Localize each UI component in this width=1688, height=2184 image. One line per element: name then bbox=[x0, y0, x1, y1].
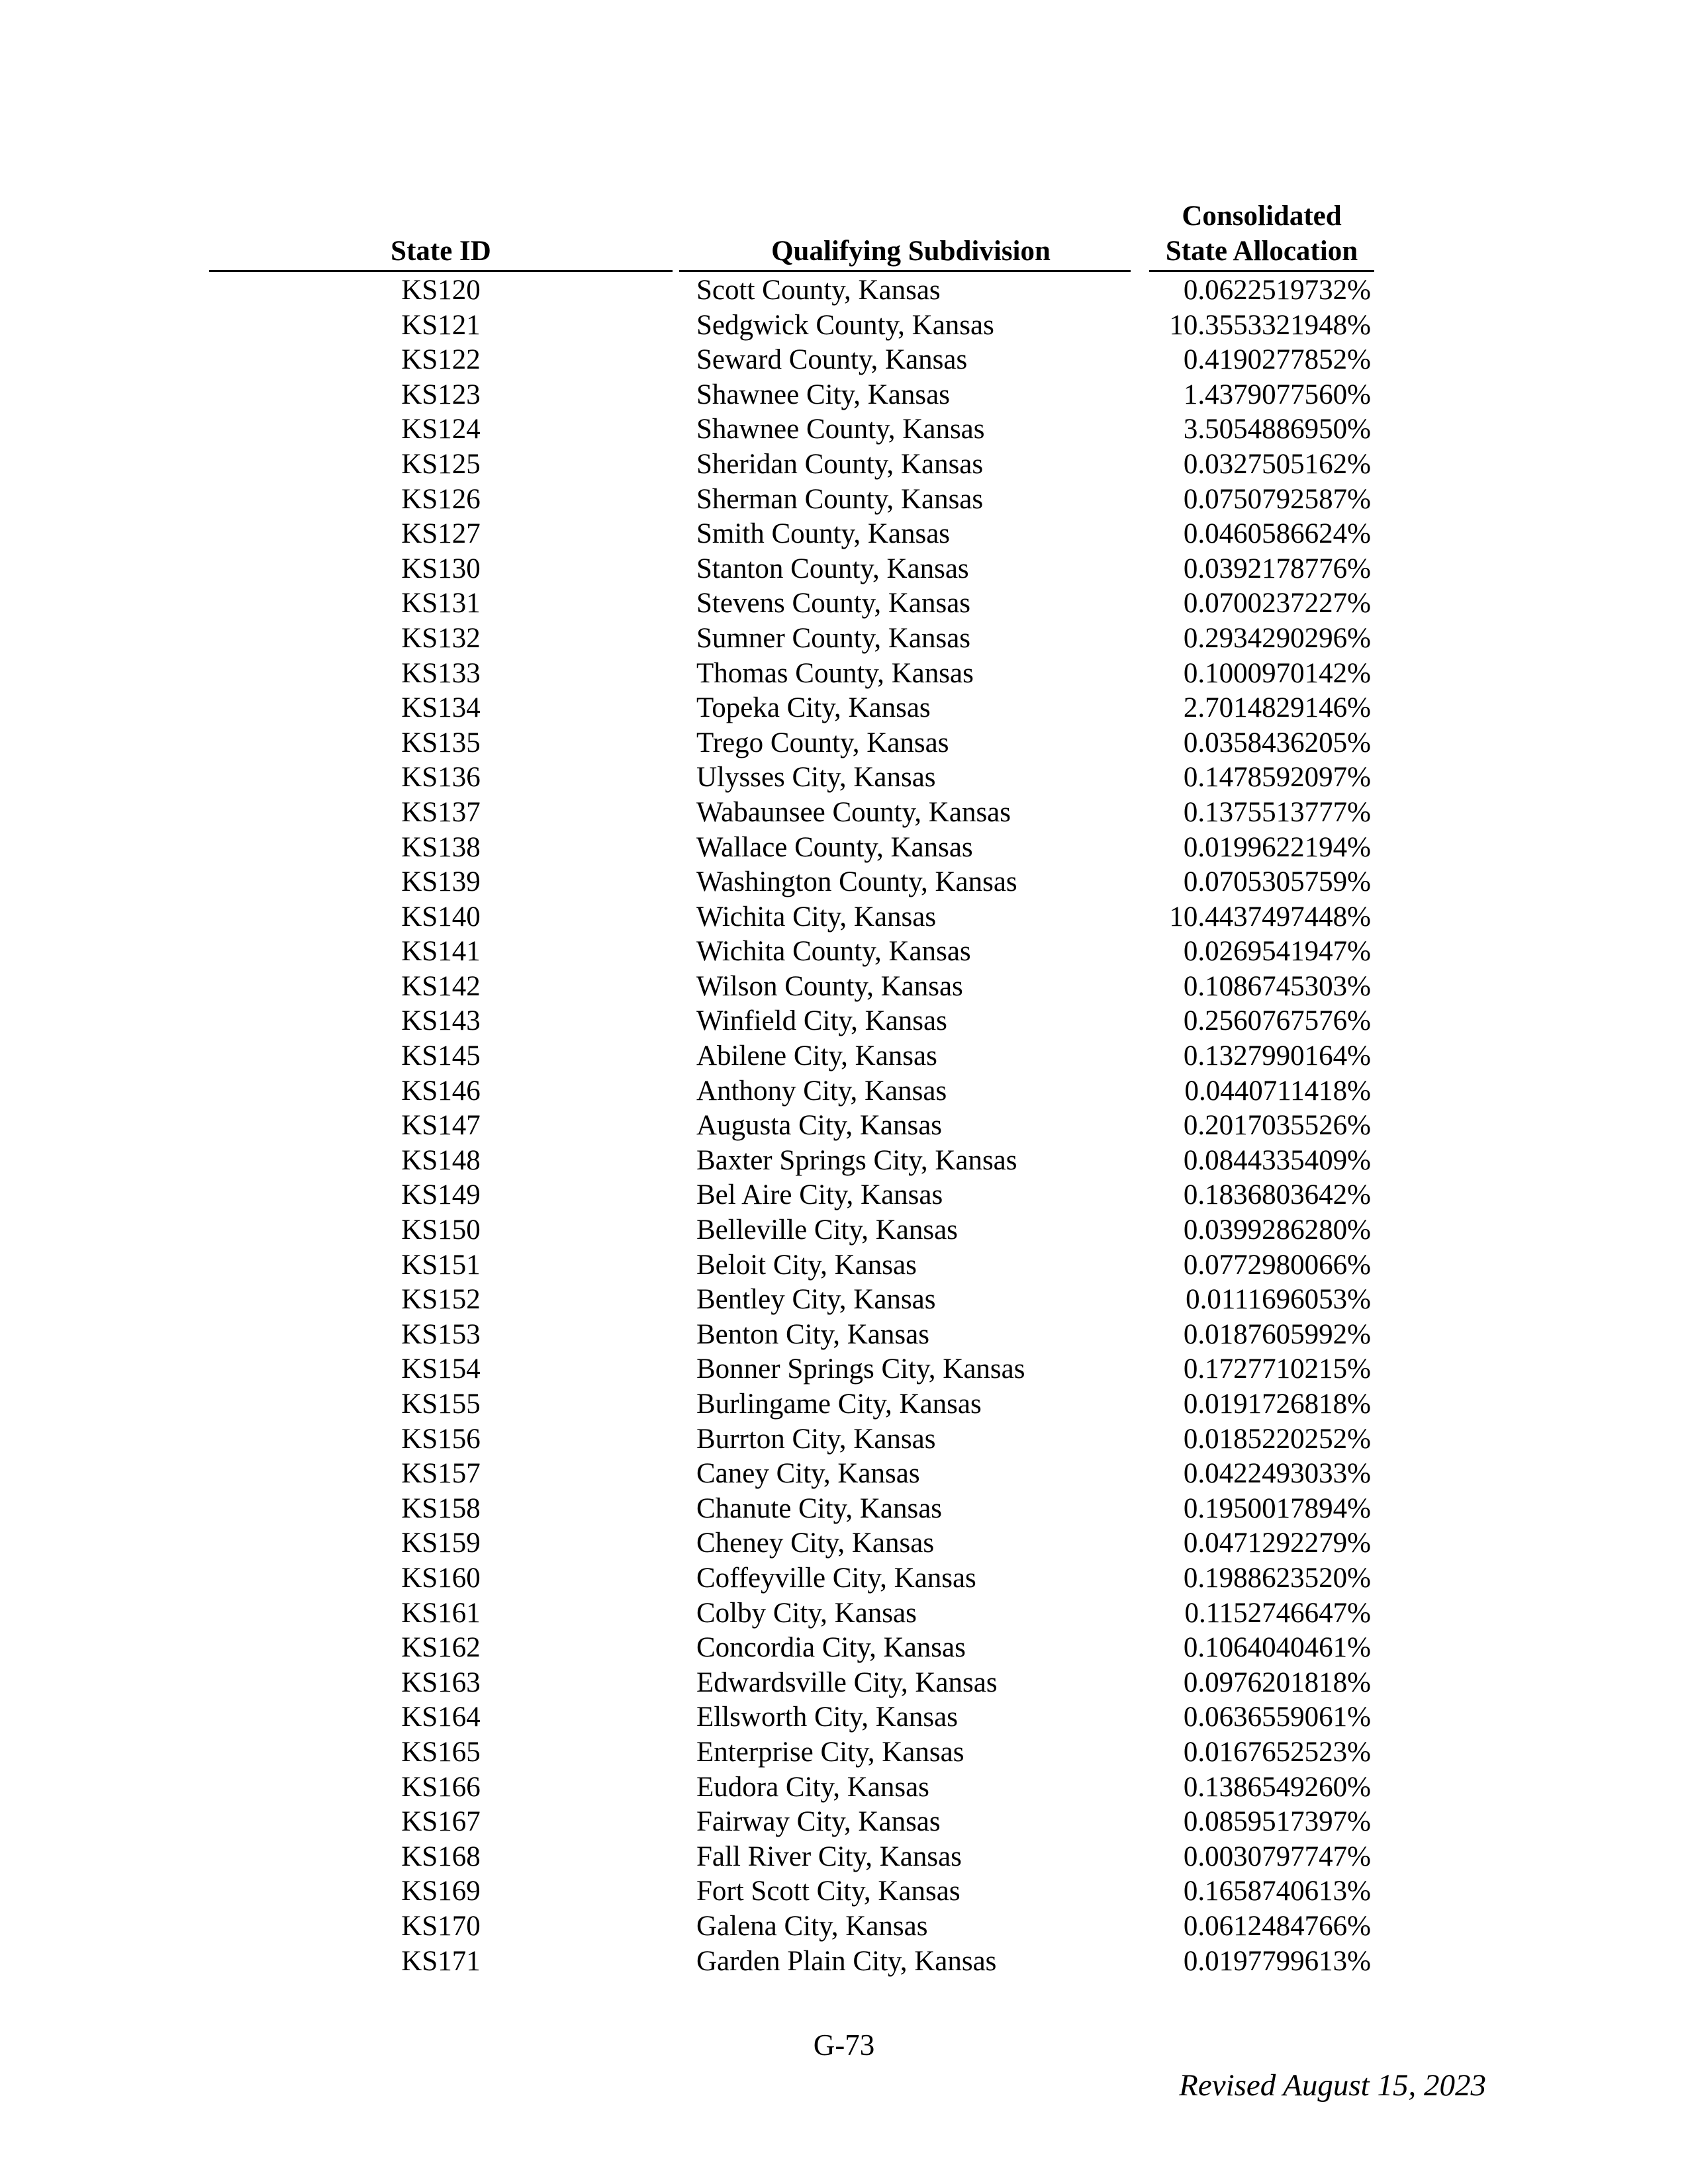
state-id-cell: KS143 bbox=[401, 1005, 481, 1037]
table-row bbox=[0, 1909, 1688, 1944]
allocation-cell: 0.4190277852% bbox=[1183, 344, 1371, 376]
subdivision-cell: Sumner County, Kansas bbox=[696, 622, 971, 654]
allocation-cell: 0.1086745303% bbox=[1183, 970, 1371, 1002]
state-id-cell: KS131 bbox=[401, 588, 481, 619]
header-rule-state-id bbox=[209, 270, 673, 272]
subdivision-cell: Burrton City, Kansas bbox=[696, 1423, 936, 1455]
allocation-cell: 0.0399286280% bbox=[1183, 1214, 1371, 1246]
allocation-cell: 0.0471292279% bbox=[1183, 1527, 1371, 1559]
state-id-cell: KS122 bbox=[401, 344, 481, 376]
allocation-table-body bbox=[0, 273, 1688, 1979]
subdivision-cell: Shawnee City, Kansas bbox=[696, 379, 950, 410]
subdivision-cell: Sedgwick County, Kansas bbox=[696, 309, 994, 341]
subdivision-cell: Beloit City, Kansas bbox=[696, 1249, 917, 1281]
table-row bbox=[0, 1178, 1688, 1213]
allocation-cell: 0.2017035526% bbox=[1183, 1110, 1371, 1142]
allocation-cell: 0.1375513777% bbox=[1183, 796, 1371, 828]
allocation-cell: 0.1064040461% bbox=[1183, 1632, 1371, 1664]
state-id-cell: KS168 bbox=[401, 1841, 481, 1872]
subdivision-cell: Augusta City, Kansas bbox=[696, 1110, 943, 1142]
table-row bbox=[0, 1144, 1688, 1179]
allocation-cell: 0.1950017894% bbox=[1183, 1492, 1371, 1524]
subdivision-cell: Concordia City, Kansas bbox=[696, 1632, 966, 1664]
allocation-cell: 0.1478592097% bbox=[1183, 762, 1371, 794]
state-id-cell: KS151 bbox=[401, 1249, 481, 1281]
table-row bbox=[0, 1805, 1688, 1840]
table-row bbox=[0, 517, 1688, 552]
table-row bbox=[0, 1283, 1688, 1318]
state-id-cell: KS127 bbox=[401, 518, 481, 550]
subdivision-cell: Scott County, Kansas bbox=[696, 275, 941, 306]
allocation-cell: 0.0460586624% bbox=[1183, 518, 1371, 550]
allocation-cell: 0.1327990164% bbox=[1183, 1040, 1371, 1072]
subdivision-cell: Seward County, Kansas bbox=[696, 344, 968, 376]
header-qualifying-subdivision: Qualifying Subdivision bbox=[771, 236, 1051, 267]
state-id-cell: KS165 bbox=[401, 1736, 481, 1768]
revision-date: Revised August 15, 2023 bbox=[1179, 2068, 1486, 2103]
allocation-cell: 0.0167652523% bbox=[1183, 1736, 1371, 1768]
state-id-cell: KS160 bbox=[401, 1562, 481, 1594]
subdivision-cell: Bentley City, Kansas bbox=[696, 1284, 936, 1316]
table-row bbox=[0, 586, 1688, 621]
allocation-cell: 0.1386549260% bbox=[1183, 1771, 1371, 1803]
table-row bbox=[0, 691, 1688, 726]
allocation-cell: 0.0750792587% bbox=[1183, 483, 1371, 515]
subdivision-cell: Stanton County, Kansas bbox=[696, 553, 969, 584]
table-row bbox=[0, 1631, 1688, 1666]
subdivision-cell: Coffeyville City, Kansas bbox=[696, 1562, 976, 1594]
allocation-cell: 0.0191726818% bbox=[1183, 1388, 1371, 1420]
state-id-cell: KS163 bbox=[401, 1666, 481, 1698]
allocation-cell: 0.2934290296% bbox=[1183, 622, 1371, 654]
table-row bbox=[0, 447, 1688, 482]
allocation-cell: 0.0392178776% bbox=[1183, 553, 1371, 584]
allocation-cell: 0.1658740613% bbox=[1183, 1876, 1371, 1907]
subdivision-cell: Belleville City, Kansas bbox=[696, 1214, 958, 1246]
subdivision-cell: Bonner Springs City, Kansas bbox=[696, 1353, 1025, 1385]
allocation-cell: 0.0976201818% bbox=[1183, 1666, 1371, 1698]
header-rule-subdivision bbox=[679, 270, 1131, 272]
state-id-cell: KS159 bbox=[401, 1527, 481, 1559]
state-id-cell: KS152 bbox=[401, 1284, 481, 1316]
table-row bbox=[0, 1561, 1688, 1596]
table-row bbox=[0, 726, 1688, 761]
state-id-cell: KS150 bbox=[401, 1214, 481, 1246]
allocation-cell: 0.0269541947% bbox=[1183, 936, 1371, 968]
allocation-cell: 0.1152746647% bbox=[1184, 1597, 1371, 1629]
state-id-cell: KS169 bbox=[401, 1876, 481, 1907]
table-row bbox=[0, 1492, 1688, 1527]
subdivision-cell: Trego County, Kansas bbox=[696, 727, 949, 758]
header-allocation-line2: State Allocation bbox=[1165, 236, 1358, 267]
table-row bbox=[0, 1422, 1688, 1457]
table-row bbox=[0, 831, 1688, 866]
table-row bbox=[0, 1387, 1688, 1422]
allocation-cell: 0.1836803642% bbox=[1183, 1179, 1371, 1211]
table-row bbox=[0, 970, 1688, 1005]
table-row bbox=[0, 1526, 1688, 1561]
subdivision-cell: Shawnee County, Kansas bbox=[696, 414, 985, 445]
subdivision-cell: Baxter Springs City, Kansas bbox=[696, 1144, 1017, 1176]
page-number: G-73 bbox=[813, 2028, 875, 2062]
table-row bbox=[0, 865, 1688, 900]
subdivision-cell: Cheney City, Kansas bbox=[696, 1527, 935, 1559]
state-id-cell: KS153 bbox=[401, 1318, 481, 1350]
state-id-cell: KS130 bbox=[401, 553, 481, 584]
table-row bbox=[0, 343, 1688, 378]
subdivision-cell: Ulysses City, Kansas bbox=[696, 762, 936, 794]
state-id-cell: KS139 bbox=[401, 866, 481, 898]
table-row bbox=[0, 1109, 1688, 1144]
state-id-cell: KS132 bbox=[401, 622, 481, 654]
table-row bbox=[0, 1735, 1688, 1770]
table-row bbox=[0, 1596, 1688, 1631]
allocation-cell: 0.0844335409% bbox=[1183, 1144, 1371, 1176]
subdivision-cell: Caney City, Kansas bbox=[696, 1458, 920, 1490]
table-row bbox=[0, 900, 1688, 935]
allocation-cell: 0.0111696053% bbox=[1186, 1284, 1371, 1316]
state-id-cell: KS154 bbox=[401, 1353, 481, 1385]
state-id-cell: KS136 bbox=[401, 762, 481, 794]
state-id-cell: KS123 bbox=[401, 379, 481, 410]
subdivision-cell: Wilson County, Kansas bbox=[696, 970, 963, 1002]
state-id-cell: KS164 bbox=[401, 1702, 481, 1733]
subdivision-cell: Stevens County, Kansas bbox=[696, 588, 971, 619]
table-row bbox=[0, 412, 1688, 447]
table-row bbox=[0, 760, 1688, 796]
subdivision-cell: Thomas County, Kansas bbox=[696, 657, 974, 689]
state-id-cell: KS121 bbox=[401, 309, 481, 341]
allocation-cell: 0.0327505162% bbox=[1183, 448, 1371, 480]
state-id-cell: KS142 bbox=[401, 970, 481, 1002]
state-id-cell: KS125 bbox=[401, 448, 481, 480]
table-row bbox=[0, 1840, 1688, 1875]
allocation-cell: 3.5054886950% bbox=[1183, 414, 1371, 445]
subdivision-cell: Burlingame City, Kansas bbox=[696, 1388, 982, 1420]
allocation-cell: 0.0772980066% bbox=[1183, 1249, 1371, 1281]
table-row bbox=[0, 1944, 1688, 1979]
subdivision-cell: Garden Plain City, Kansas bbox=[696, 1945, 997, 1977]
table-row bbox=[0, 621, 1688, 657]
subdivision-cell: Wabaunsee County, Kansas bbox=[696, 796, 1011, 828]
allocation-cell: 0.0422493033% bbox=[1183, 1458, 1371, 1490]
subdivision-cell: Anthony City, Kansas bbox=[696, 1075, 947, 1107]
allocation-cell: 0.0187605992% bbox=[1183, 1318, 1371, 1350]
subdivision-cell: Washington County, Kansas bbox=[696, 866, 1017, 898]
state-id-cell: KS140 bbox=[401, 901, 481, 933]
subdivision-cell: Smith County, Kansas bbox=[696, 518, 951, 550]
allocation-cell: 0.2560767576% bbox=[1183, 1005, 1371, 1037]
header-allocation-line1: Consolidated bbox=[1182, 201, 1342, 232]
allocation-cell: 0.0636559061% bbox=[1183, 1702, 1371, 1733]
state-id-cell: KS149 bbox=[401, 1179, 481, 1211]
allocation-cell: 0.0440711418% bbox=[1184, 1075, 1371, 1107]
state-id-cell: KS166 bbox=[401, 1771, 481, 1803]
state-id-cell: KS171 bbox=[401, 1945, 481, 1977]
state-id-cell: KS167 bbox=[401, 1806, 481, 1838]
state-id-cell: KS148 bbox=[401, 1144, 481, 1176]
table-row bbox=[0, 482, 1688, 518]
table-row bbox=[0, 1457, 1688, 1492]
subdivision-cell: Fall River City, Kansas bbox=[696, 1841, 962, 1872]
allocation-cell: 0.0358436205% bbox=[1183, 727, 1371, 758]
subdivision-cell: Colby City, Kansas bbox=[696, 1597, 917, 1629]
allocation-cell: 0.0705305759% bbox=[1183, 866, 1371, 898]
subdivision-cell: Chanute City, Kansas bbox=[696, 1492, 943, 1524]
state-id-cell: KS162 bbox=[401, 1632, 481, 1664]
allocation-cell: 10.4437497448% bbox=[1169, 901, 1371, 933]
table-row bbox=[0, 1666, 1688, 1701]
state-id-cell: KS134 bbox=[401, 692, 481, 724]
table-row bbox=[0, 1318, 1688, 1353]
table-row bbox=[0, 1074, 1688, 1109]
table-row bbox=[0, 1248, 1688, 1283]
allocation-cell: 0.0700237227% bbox=[1183, 588, 1371, 619]
state-id-cell: KS157 bbox=[401, 1458, 481, 1490]
state-id-cell: KS161 bbox=[401, 1597, 481, 1629]
allocation-cell: 1.4379077560% bbox=[1183, 379, 1371, 410]
header-rule-allocation bbox=[1149, 270, 1374, 272]
header-state-id: State ID bbox=[391, 236, 491, 267]
table-row bbox=[0, 552, 1688, 587]
state-id-cell: KS133 bbox=[401, 657, 481, 689]
table-row bbox=[0, 378, 1688, 413]
header-consolidated-state-allocation bbox=[1149, 199, 1374, 269]
subdivision-cell: Wallace County, Kansas bbox=[696, 831, 973, 863]
state-id-cell: KS135 bbox=[401, 727, 481, 758]
table-row bbox=[0, 796, 1688, 831]
subdivision-cell: Wichita County, Kansas bbox=[696, 936, 971, 968]
state-id-cell: KS158 bbox=[401, 1492, 481, 1524]
table-row bbox=[0, 1352, 1688, 1387]
state-id-cell: KS138 bbox=[401, 831, 481, 863]
subdivision-cell: Abilene City, Kansas bbox=[696, 1040, 937, 1072]
table-row bbox=[0, 1039, 1688, 1074]
table-row bbox=[0, 273, 1688, 308]
subdivision-cell: Enterprise City, Kansas bbox=[696, 1736, 964, 1768]
table-row bbox=[0, 1874, 1688, 1909]
state-id-cell: KS137 bbox=[401, 796, 481, 828]
allocation-cell: 0.0622519732% bbox=[1183, 275, 1371, 306]
subdivision-cell: Fort Scott City, Kansas bbox=[696, 1876, 961, 1907]
allocation-cell: 0.0612484766% bbox=[1183, 1910, 1371, 1942]
table-row bbox=[0, 934, 1688, 970]
state-id-cell: KS170 bbox=[401, 1910, 481, 1942]
allocation-cell: 0.0199622194% bbox=[1183, 831, 1371, 863]
table-row bbox=[0, 1213, 1688, 1248]
subdivision-cell: Benton City, Kansas bbox=[696, 1318, 929, 1350]
state-id-cell: KS156 bbox=[401, 1423, 481, 1455]
state-id-cell: KS145 bbox=[401, 1040, 481, 1072]
allocation-cell: 0.0859517397% bbox=[1183, 1806, 1371, 1838]
allocation-cell: 0.0185220252% bbox=[1183, 1423, 1371, 1455]
state-id-cell: KS120 bbox=[401, 275, 481, 306]
subdivision-cell: Eudora City, Kansas bbox=[696, 1771, 929, 1803]
state-id-cell: KS155 bbox=[401, 1388, 481, 1420]
allocation-cell: 0.1000970142% bbox=[1183, 657, 1371, 689]
allocation-cell: 0.0197799613% bbox=[1183, 1945, 1371, 1977]
subdivision-cell: Galena City, Kansas bbox=[696, 1910, 928, 1942]
state-id-cell: KS124 bbox=[401, 414, 481, 445]
subdivision-cell: Ellsworth City, Kansas bbox=[696, 1702, 958, 1733]
allocation-cell: 2.7014829146% bbox=[1183, 692, 1371, 724]
allocation-cell: 0.0030797747% bbox=[1183, 1841, 1371, 1872]
subdivision-cell: Topeka City, Kansas bbox=[696, 692, 931, 724]
state-id-cell: KS126 bbox=[401, 483, 481, 515]
subdivision-cell: Edwardsville City, Kansas bbox=[696, 1666, 998, 1698]
allocation-cell: 0.1988623520% bbox=[1183, 1562, 1371, 1594]
subdivision-cell: Sheridan County, Kansas bbox=[696, 448, 984, 480]
subdivision-cell: Sherman County, Kansas bbox=[696, 483, 984, 515]
table-row bbox=[0, 657, 1688, 692]
allocation-cell: 0.1727710215% bbox=[1183, 1353, 1371, 1385]
state-id-cell: KS146 bbox=[401, 1075, 481, 1107]
state-id-cell: KS141 bbox=[401, 936, 481, 968]
table-row bbox=[0, 1700, 1688, 1735]
subdivision-cell: Fairway City, Kansas bbox=[696, 1806, 941, 1838]
subdivision-cell: Winfield City, Kansas bbox=[696, 1005, 947, 1037]
table-row bbox=[0, 1770, 1688, 1805]
state-id-cell: KS147 bbox=[401, 1110, 481, 1142]
subdivision-cell: Wichita City, Kansas bbox=[696, 901, 937, 933]
table-row bbox=[0, 308, 1688, 343]
subdivision-cell: Bel Aire City, Kansas bbox=[696, 1179, 943, 1211]
allocation-cell: 10.3553321948% bbox=[1169, 309, 1371, 341]
table-row bbox=[0, 1004, 1688, 1039]
